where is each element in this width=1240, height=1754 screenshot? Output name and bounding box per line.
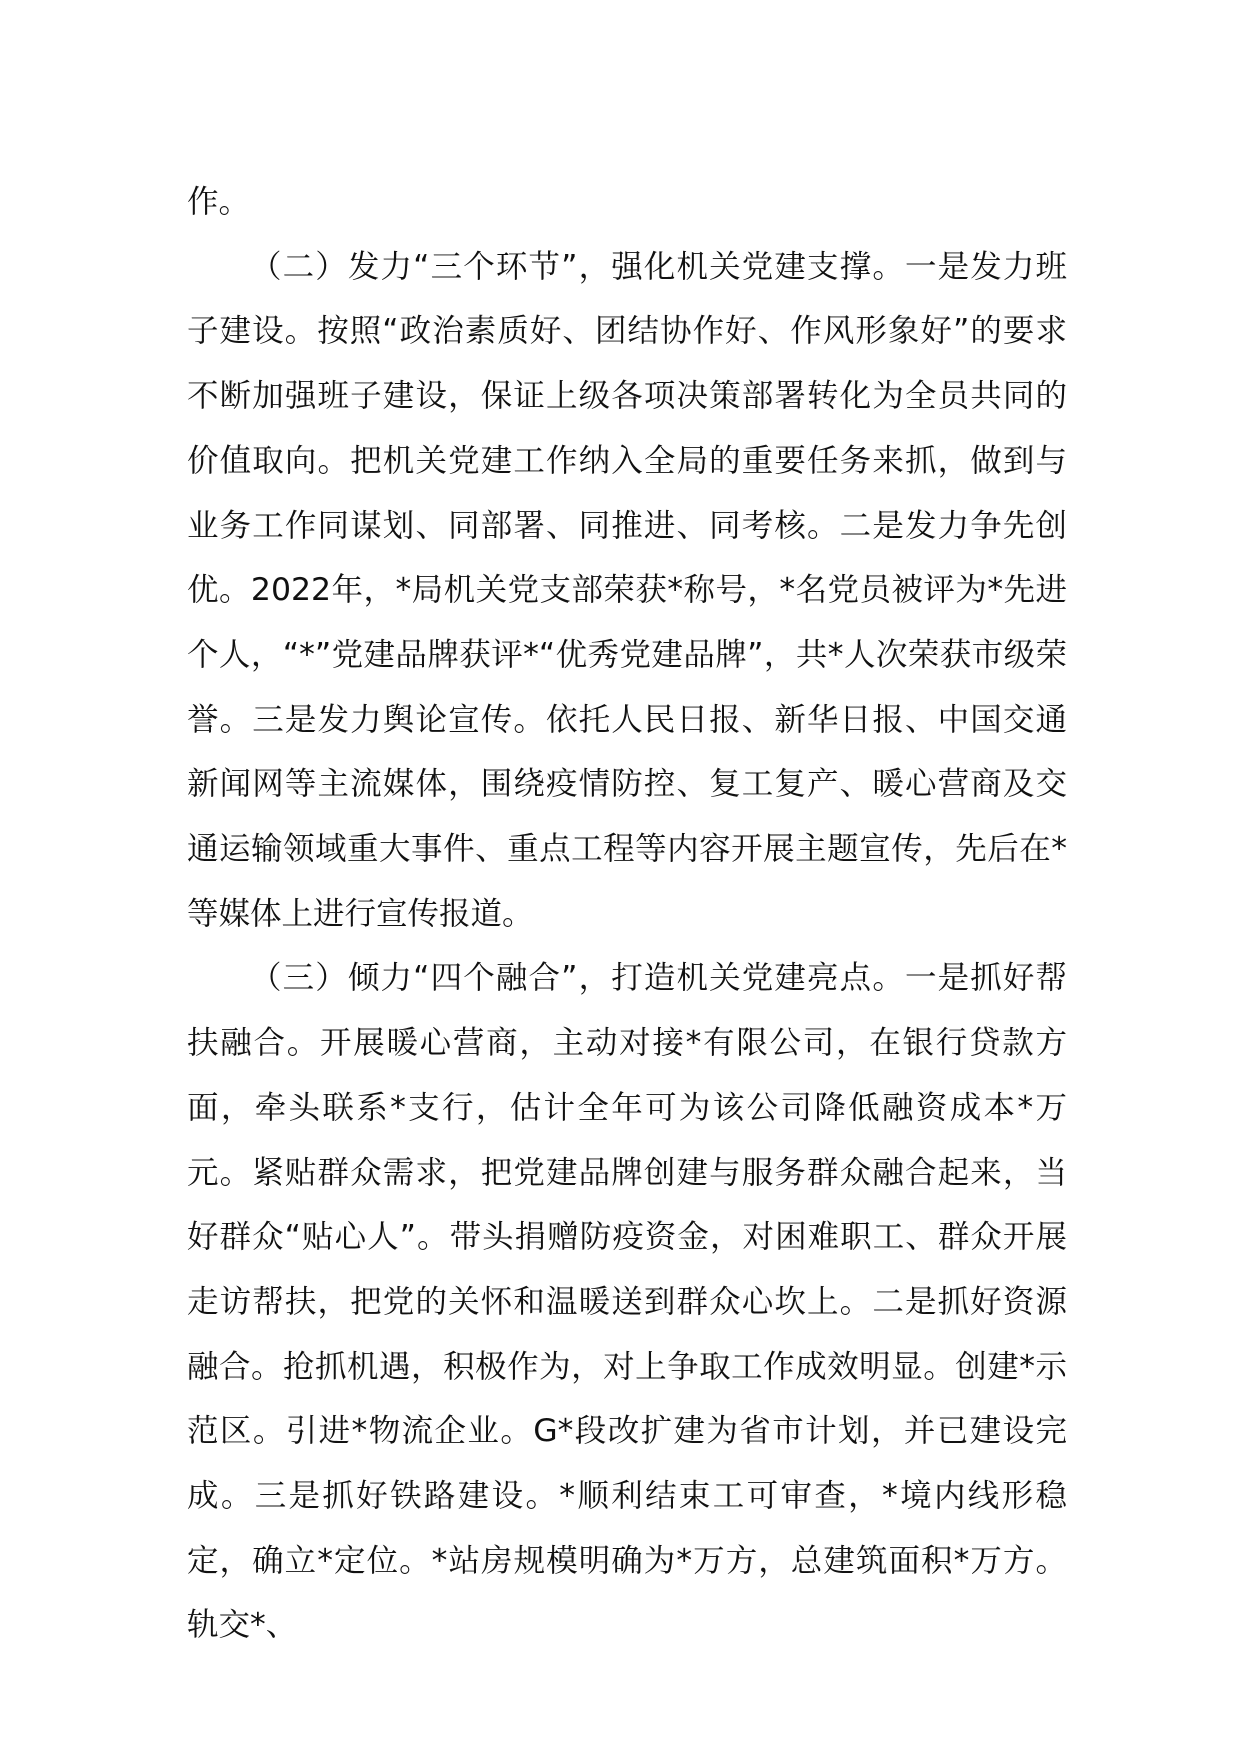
paragraph-section-two: （二）发力“三个环节”，强化机关党建支撑。一是发力班子建设。按照“政治素质好、团结协作好、作风形象好”的要求不断加强班子建设，保证上级各项决策部署转化为全员共同的价值取向。把机关党建工作纳入全局的重要任务来抓，做到与业务工作同谋划、同部署、同推进、同考核。二是发力争先创优。2022年，*局机关党支部荣获*称号，*名党员被评为*先进个人，“*”党建品牌获评*“优秀党建品牌”，共*人次荣获市级荣誉。三是发力舆论宣传。依托人民日报、新华日报、中国交通新闻网等主流媒体，围绕疫情防控、复工复产、暖心营商及交通运输领域重大事件、重点工程等内容开展主题宣传，先后在*等媒体上进行宣传报道。 xyxy=(187,248,1067,932)
paragraph-section-three: （三）倾力“四个融合”，打造机关党建亮点。一是抓好帮扶融合。开展暖心营商，主动对接*有限公司，在银行贷款方面，牵头联系*支行，估计全年可为该公司降低融资成本*万元。紧贴群众需求，把党建品牌创建与服务群众融合起来，当好群众“贴心人”。带头捐赠防疫资金，对困难职工、群众开展走访帮扶，把党的关怀和温暖送到群众心坎上。二是抓好资源融合。抢抓机遇，积极作为，对上争取工作成效明显。创建*示范区。引进*物流企业。G*段改扩建为省市计划，并已建设完成。三是抓好铁路建设。*顺利结束工可审查，*境内线形稳定，确立*定位。*站房规模明确为*万方，总建筑面积*万方。轨交*、 xyxy=(187,960,1067,1644)
paragraph-continuation: 作。 xyxy=(187,184,251,220)
document-body xyxy=(187,170,1067,1658)
